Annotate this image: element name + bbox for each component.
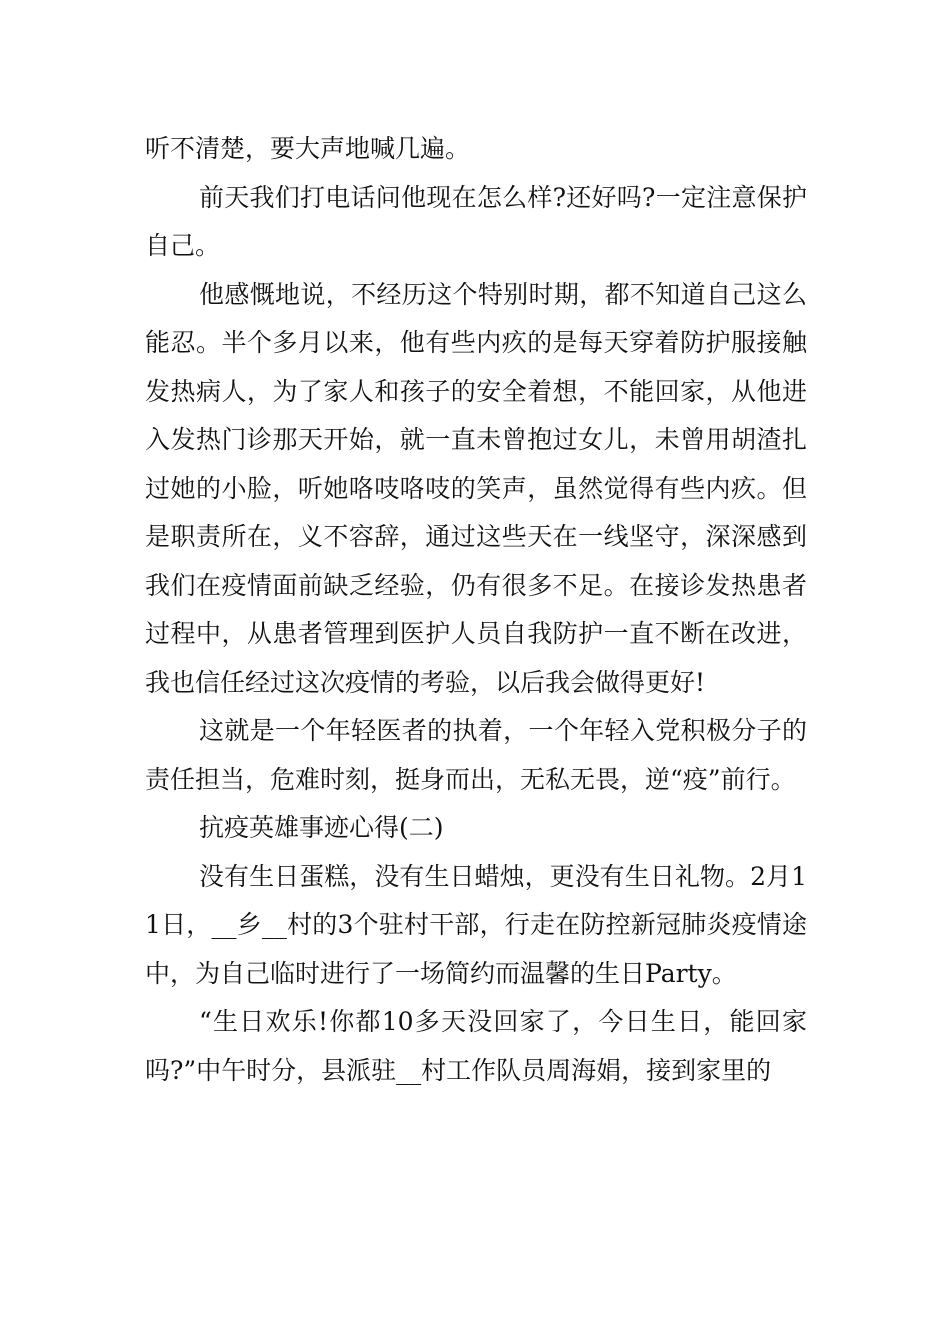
- section-heading: 抗疫英雄事迹心得(二): [199, 813, 444, 842]
- paragraph-1: 听不清楚，要大声地喊几遍。: [145, 134, 471, 163]
- paragraph-3: 他感慨地说，不经历这个特别时期，都不知道自己这么能忍。半个多月以来，他有些内疚的是每天穿着防护服接触发热病人，为了家人和孩子的安全着想，不能回家，从他进入发热门诊那天开始，就一直未曾抱过女儿，未曾用胡渣扎过她的小脸，听她咯吱咯吱的笑声，虽然觉得有些内疚。但是职责所在，义不容辞，通过这些天在一线坚守，深深感到我们在疫情面前缺乏经验，仍有很多不足。在接诊发热患者过程中，从患者管理到医护人员自我防护一直不断在改进，我也信任经过这次疫情的考验，以后我会做得更好!: [145, 279, 807, 697]
- paragraph-4: 这就是一个年轻医者的执着，一个年轻入党积极分子的责任担当，危难时刻，挺身而出，无私无畏，逆“疫”前行。: [145, 716, 807, 794]
- paragraph-5: 没有生日蛋糕，没有生日蜡烛，更没有生日礼物。2月11日，__乡__村的3个驻村干部，行走在防控新冠肺炎疫情途中，为自己临时进行了一场简约而温馨的生日Party。: [145, 861, 807, 988]
- paragraph-6: “生日欢乐!你都10多天没回家了，今日生日，能回家吗?”中午时分，县派驻__村工作队员周海娟，接到家里的: [145, 1007, 807, 1085]
- document-body: [145, 125, 807, 1095]
- paragraph-2: 前天我们打电话问他现在怎么样?还好吗?一定注意保护自己。: [145, 182, 807, 260]
